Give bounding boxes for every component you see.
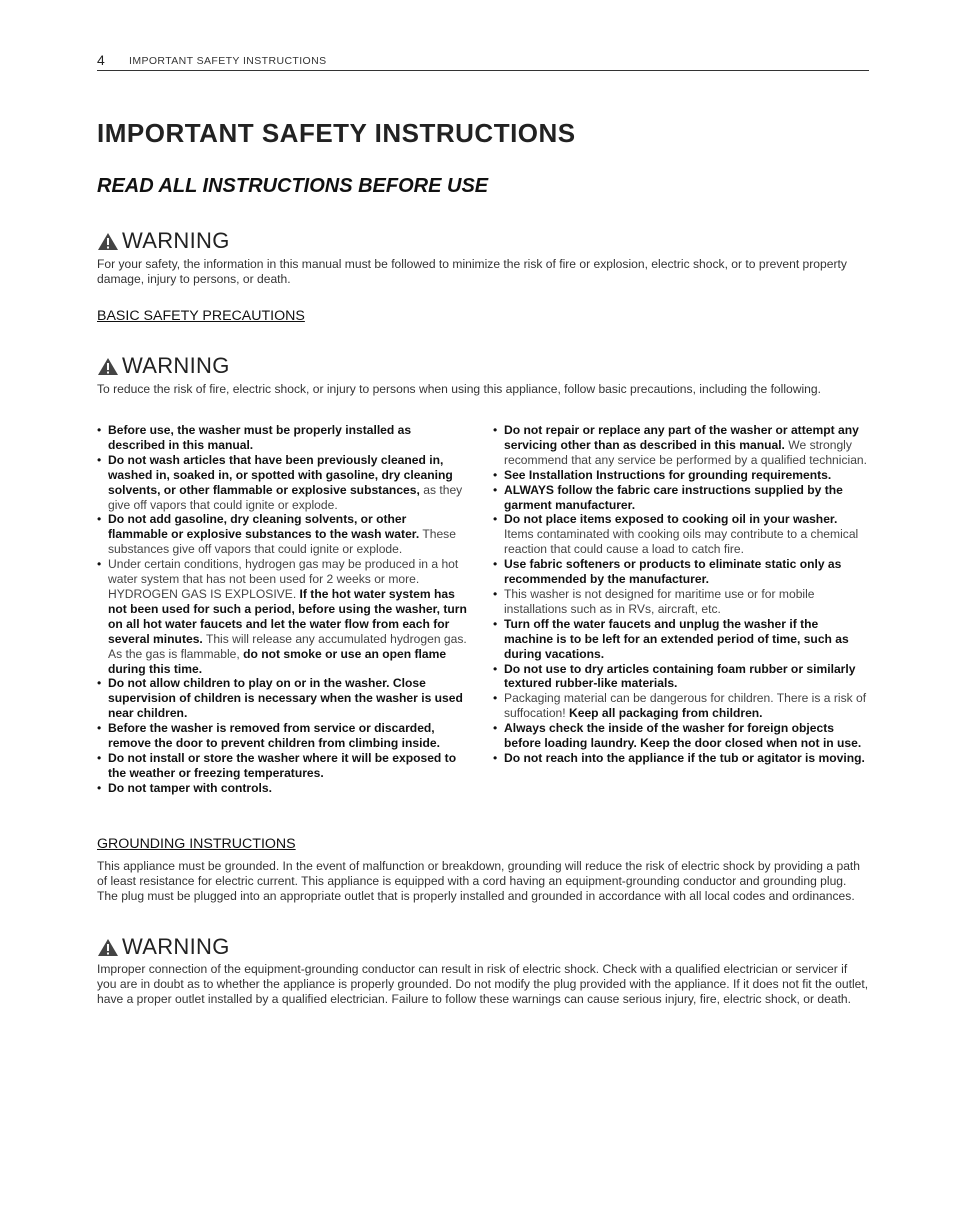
- precaution-item: [493, 512, 869, 557]
- precaution-bold-text: Do not install or store the washer where it will be exposed to the weather or freezing temperatures.: [108, 750, 457, 780]
- precaution-bold-text: Do not reach into the appliance if the tub or agitator is moving.: [504, 750, 865, 765]
- precaution-bold-text: Before use, the washer must be properly installed as described in this manual.: [108, 423, 412, 452]
- precaution-bold-text: Always check the inside of the washer for foreign objects before loading laundry. Keep the door closed when not in use.: [504, 721, 862, 751]
- precautions-list-left: [97, 423, 469, 796]
- precaution-item: [493, 691, 869, 721]
- precaution-item: [493, 557, 869, 587]
- warning-heading-2: [97, 353, 230, 379]
- precaution-item: [97, 453, 469, 513]
- precautions-intro: To reduce the risk of fire, electric shock, or injury to persons when using this appliance, follow basic precautions, including the following.: [97, 382, 821, 396]
- grounding-warning-text: Improper connection of the equipment-grounding conductor can result in risk of electric shock. Check with a qualified electrician or servicer if you are in doubt as to whether the appliance is properly grounded. Do not modify the plug provided with the appliance. If it does not fit the outlet, have a proper outlet installed by a qualified electrician. Failure to follow these warnings can cause serious injury, fire, electric shock, or death.: [97, 962, 869, 1006]
- precaution-note-text: These substances give off vapors that could ignite or explode.: [108, 527, 456, 557]
- precaution-bold-text: Do not place items exposed to cooking oil in your washer.: [504, 512, 838, 527]
- grounding-text: This appliance must be grounded. In the event of malfunction or breakdown, grounding will reduce the risk of electric shock by providing a path of least resistance for electric current. This appliance is equipped with a cord having an equipment-grounding conductor and grounding plug. The plug must be plugged into an appropriate outlet that is properly installed and grounded in accordance with all local codes and ordinances.: [97, 859, 861, 903]
- warning-triangle-icon: [97, 357, 119, 376]
- precaution-bold-text: See Installation Instructions for grounding requirements.: [504, 467, 832, 482]
- precaution-item: [97, 512, 469, 557]
- precaution-item: [493, 483, 869, 513]
- precaution-item: [97, 751, 469, 781]
- precaution-item: [493, 751, 869, 766]
- warning-text-1: For your safety, the information in this manual must be followed to minimize the risk of fire or explosion, electric shock, or to prevent property damage, injury to persons, or death.: [97, 257, 847, 286]
- warning-heading-1: [97, 228, 230, 254]
- warning-triangle-icon: [97, 232, 119, 251]
- precaution-item: [97, 423, 469, 453]
- precaution-bold-text: Do not add gasoline, dry cleaning solvents, or other flammable or explosive substances to the wash water.: [108, 512, 420, 542]
- precaution-bold-text: Use fabric softeners or products to eliminate static only as recommended by the manufacturer.: [504, 557, 842, 587]
- precaution-note-text: Under certain conditions, hydrogen gas may be produced in a hot water system that has not been used for 2 weeks or more. HYDROGEN GAS IS EXPLOSIVE.: [108, 557, 459, 601]
- precaution-item: [493, 617, 869, 662]
- precaution-note-text: Packaging material can be dangerous for children. There is a risk of suffocation!: [504, 691, 867, 721]
- precaution-item: [97, 721, 469, 751]
- precaution-item: [97, 676, 469, 721]
- warning-heading-3: [97, 934, 230, 960]
- precaution-bold-text: Do not use to dry articles containing foam rubber or similarly textured rubber-like materials.: [504, 661, 856, 691]
- precaution-item: [493, 423, 869, 468]
- precaution-item: [97, 557, 469, 676]
- page-title: IMPORTANT SAFETY INSTRUCTIONS: [97, 118, 576, 148]
- precaution-item: [493, 662, 869, 692]
- precautions-list-right: [493, 423, 869, 766]
- precaution-bold-text: ALWAYS follow the fabric care instructions supplied by the garment manufacturer.: [504, 482, 843, 512]
- precaution-item: [493, 587, 869, 617]
- page-subtitle: READ ALL INSTRUCTIONS BEFORE USE: [97, 175, 489, 197]
- precaution-bold-text: Keep all packaging from children.: [569, 706, 763, 721]
- precaution-note-text: We strongly recommend that any service be performed by a qualified technician.: [504, 437, 868, 467]
- precaution-bold-text: Do not repair or replace any part of the washer or attempt any servicing other than as described in this manual.: [504, 423, 859, 452]
- precaution-bold-text: Do not wash articles that have been previously cleaned in, washed in, soaked in, or spotted with gasoline, dry cleaning solvents, or other flammable or explosive substances,: [108, 452, 453, 497]
- precaution-item: [493, 468, 869, 483]
- precaution-bold-text: Turn off the water faucets and unplug the washer if the machine is to be left for an extended period of time, such as during vacations.: [504, 616, 849, 661]
- running-head: IMPORTANT SAFETY INSTRUCTIONS: [129, 55, 327, 67]
- precaution-note-text: This washer is not designed for maritime use or for mobile installations such as in RVs, aircraft, etc.: [504, 586, 815, 616]
- warning-triangle-icon: [97, 938, 119, 957]
- warning-label: WARNING: [122, 228, 230, 253]
- precaution-item: [493, 721, 869, 751]
- precaution-bold-text: Before the washer is removed from service or discarded, remove the door to prevent children from climbing inside.: [108, 721, 440, 751]
- precaution-bold-text: Do not tamper with controls.: [108, 780, 272, 795]
- basic-precautions-heading: BASIC SAFETY PRECAUTIONS: [97, 308, 305, 324]
- precaution-note-text: as they give off vapors that could ignite or explode.: [108, 482, 463, 512]
- grounding-heading: GROUNDING INSTRUCTIONS: [97, 836, 296, 852]
- precaution-bold-text: If the hot water system has not been used for such a period, before using the washer, turn on all hot water faucets and let the water flow from each for several minutes.: [108, 586, 467, 646]
- warning-label: WARNING: [122, 353, 230, 378]
- page-header: [97, 52, 869, 71]
- precaution-item: [97, 781, 469, 796]
- page-number: 4: [97, 52, 105, 68]
- warning-label: WARNING: [122, 934, 230, 959]
- precaution-bold-text: do not smoke or use an open flame during this time.: [108, 646, 447, 676]
- precaution-note-text: This will release any accumulated hydrogen gas. As the gas is flammable,: [108, 631, 467, 661]
- precaution-note-text: Items contaminated with cooking oils may contribute to a chemical reaction that could cause a load to catch fire.: [504, 527, 859, 557]
- precaution-bold-text: Do not allow children to play on or in the washer. Close supervision of children is necessary when the washer is used near children.: [108, 676, 463, 721]
